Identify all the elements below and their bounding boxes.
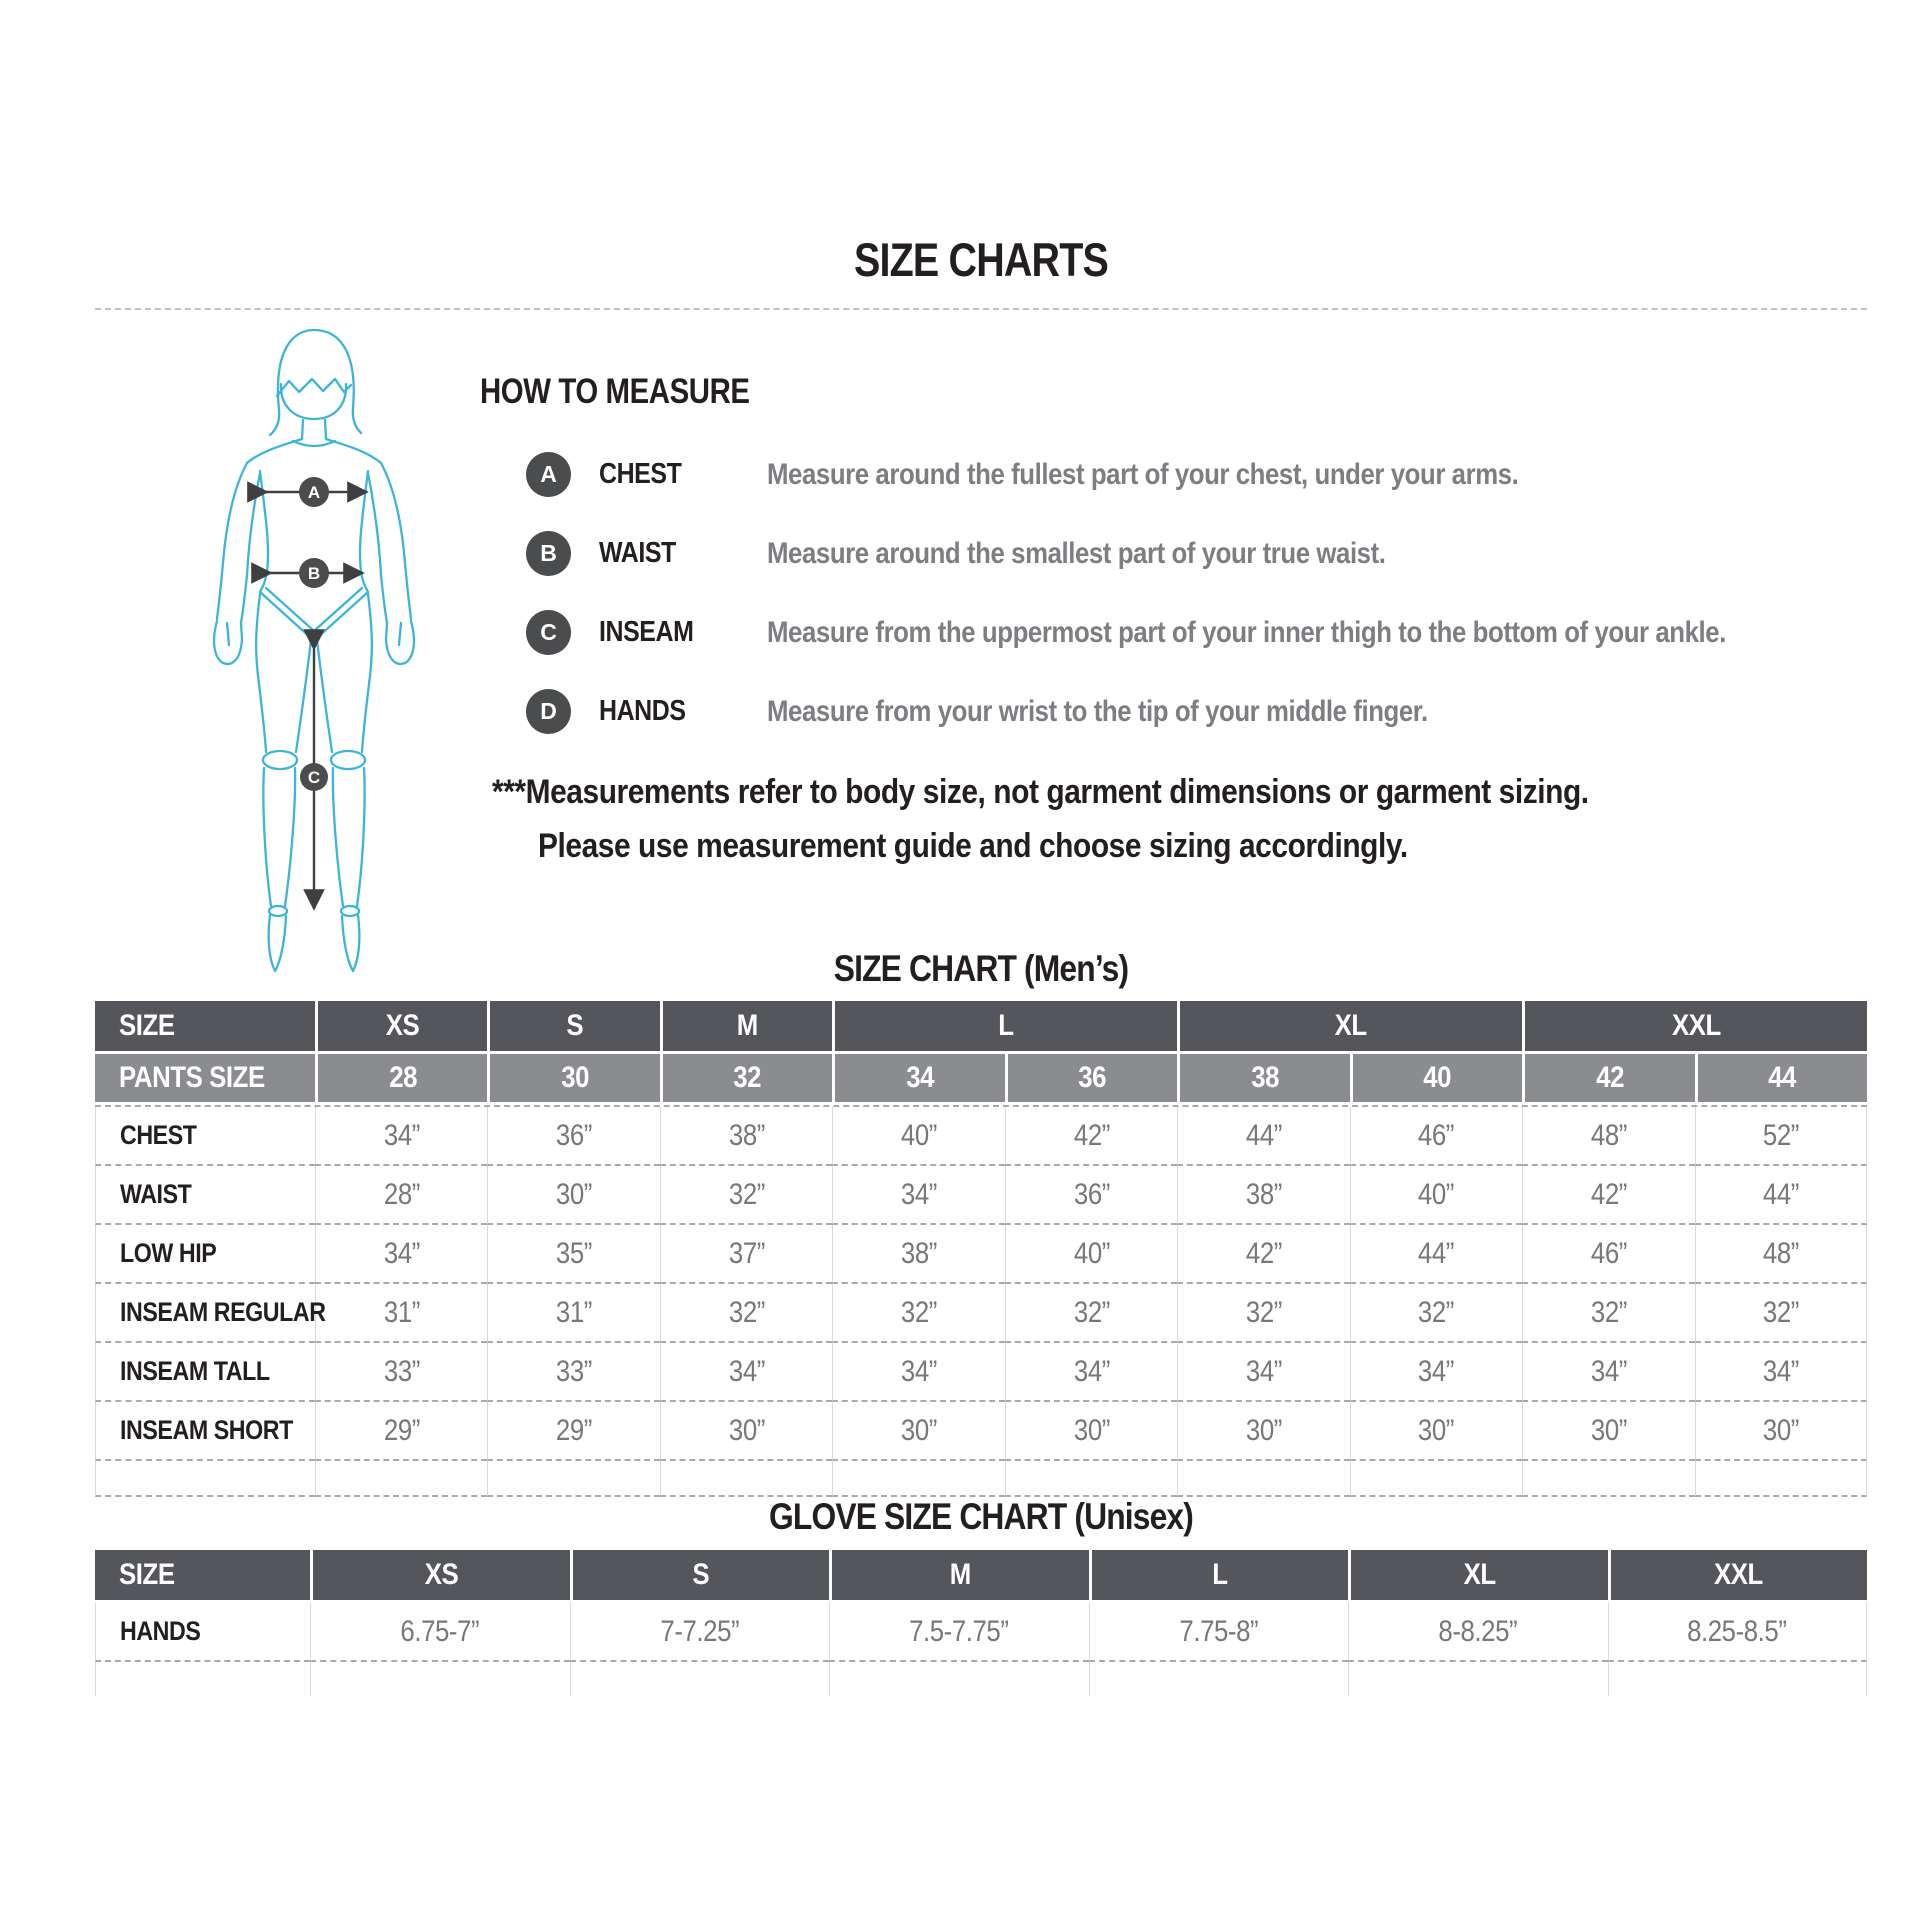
mens-value-cell-text: 32” [1590, 1295, 1627, 1329]
mens-value-cell-text: 44” [1245, 1118, 1282, 1152]
glove-size-header-label [95, 1550, 310, 1600]
mens-size-header-cell [1180, 1001, 1522, 1051]
glove-value-cell-text: 8.25-8.5” [1687, 1614, 1787, 1648]
mens-measurement-row [95, 1107, 1867, 1166]
page-title: SIZE CHARTS [854, 233, 1108, 286]
marker-a-letter: A [307, 483, 321, 502]
measure-description: Measure around the fullest part of your chest, under your arms. [767, 457, 1519, 491]
mens-value-cell-text: 40” [901, 1118, 938, 1152]
glove-size-header-cell-text: XS [424, 1558, 459, 1591]
mens-value-cell [832, 1343, 1004, 1402]
mens-value-cell [487, 1225, 659, 1284]
mens-row-label [95, 1284, 326, 1343]
mens-size-header-cell-text: XXL [1671, 1009, 1721, 1042]
mens-size-header-cell [1525, 1001, 1867, 1051]
mens-value-cell [1177, 1225, 1349, 1284]
mens-value-cell-text: 42” [1245, 1236, 1282, 1270]
mens-pants-size-cell-text: 40 [1423, 1061, 1452, 1094]
measurement-note [492, 766, 1738, 873]
mens-pants-size-cell-text: 34 [906, 1061, 934, 1094]
measure-key-circle: B [526, 531, 571, 576]
mens-value-cell [1350, 1402, 1522, 1461]
mens-value-cell-text: 36” [1073, 1177, 1110, 1211]
glove-size-header-cell [1351, 1550, 1608, 1600]
mens-row-label [95, 1166, 315, 1225]
mens-value-cell-text: 30” [556, 1177, 593, 1211]
mens-pants-size-cell [1698, 1054, 1867, 1102]
mens-value-cell-text: 30” [728, 1413, 765, 1447]
mens-pants-size-cell-text: 38 [1251, 1061, 1279, 1094]
glove-size-header-cell-text: XL [1463, 1558, 1496, 1591]
glove-size-header-cell [1092, 1550, 1349, 1600]
glove-size-header-label-text: SIZE [119, 1558, 175, 1591]
mens-empty-cell [832, 1461, 1004, 1497]
mens-measurement-row [95, 1284, 1867, 1343]
mens-pants-size-cell [663, 1054, 832, 1102]
mens-value-cell [315, 1402, 487, 1461]
mens-size-header-cell-text: M [737, 1009, 759, 1042]
mens-value-cell-text: 40” [1073, 1236, 1110, 1270]
mens-value-cell [660, 1402, 832, 1461]
mens-value-cell [315, 1107, 487, 1166]
glove-value-cell-text: 7-7.25” [660, 1614, 740, 1648]
glove-value-cell-text: 7.75-8” [1179, 1614, 1259, 1648]
mens-size-header-cell [663, 1001, 832, 1051]
body-figure [163, 322, 465, 984]
glove-empty-cell [1608, 1662, 1868, 1696]
mens-value-cell [487, 1166, 659, 1225]
mens-value-cell [1522, 1107, 1694, 1166]
measure-key-circle: D [526, 689, 571, 734]
glove-value-cell-text: 6.75-7” [400, 1614, 480, 1648]
measure-arrows [264, 492, 364, 906]
mens-row-label-text: INSEAM SHORT [120, 1415, 293, 1445]
mens-empty-cell [315, 1461, 487, 1497]
mens-pants-size-cell-text: 42 [1595, 1061, 1624, 1094]
mens-value-cell-text: 31” [556, 1295, 593, 1329]
mens-value-cell [1522, 1343, 1694, 1402]
glove-size-header-cell [1611, 1550, 1868, 1600]
mens-value-cell [832, 1284, 1004, 1343]
mens-value-cell [315, 1343, 487, 1402]
mens-value-cell [660, 1107, 832, 1166]
mens-value-cell [1522, 1166, 1694, 1225]
mens-value-cell [832, 1225, 1004, 1284]
note-line-2: Please use measurement guide and choose sizing accordingly. [538, 826, 1408, 865]
glove-value-cell [1089, 1603, 1349, 1662]
measure-label: CHEST [599, 458, 682, 490]
mens-value-cell-text: 38” [1245, 1177, 1282, 1211]
mens-value-cell [1177, 1402, 1349, 1461]
marker-b-letter: B [307, 564, 321, 583]
mens-value-cell-text: 35” [556, 1236, 593, 1270]
mens-value-cell [1005, 1166, 1177, 1225]
mens-size-header-cell [318, 1001, 487, 1051]
mens-value-cell-text: 42” [1590, 1177, 1627, 1211]
mens-size-header-label-text: SIZE [119, 1009, 175, 1042]
mens-value-cell [315, 1225, 487, 1284]
mens-value-cell-text: 30” [1762, 1413, 1799, 1447]
glove-empty-cell [95, 1662, 310, 1696]
mens-row-label [95, 1402, 315, 1461]
mens-value-cell [1695, 1107, 1867, 1166]
mens-value-cell-text: 33” [383, 1354, 420, 1388]
mens-measurement-row [95, 1166, 1867, 1225]
title-separator [95, 308, 1867, 310]
mens-pants-size-cell-text: 30 [561, 1061, 590, 1094]
mens-value-cell-text: 28” [383, 1177, 420, 1211]
mens-value-cell-text: 30” [901, 1413, 938, 1447]
mens-value-cell [487, 1107, 659, 1166]
measure-description: Measure from the uppermost part of your inner thigh to the bottom of your ankle. [767, 615, 1726, 649]
glove-row-label-text: HANDS [120, 1616, 201, 1646]
mens-empty-cell [95, 1461, 315, 1497]
mens-value-cell-text: 36” [556, 1118, 593, 1152]
mens-value-cell-text: 52” [1762, 1118, 1799, 1152]
how-to-measure-heading: HOW TO MEASURE [480, 372, 750, 411]
mens-row-label [95, 1225, 315, 1284]
mens-size-header-cell [490, 1001, 659, 1051]
glove-measurement-row [95, 1603, 1867, 1662]
mens-value-cell-text: 32” [1418, 1295, 1455, 1329]
glove-value-cell-text: 7.5-7.75” [909, 1614, 1009, 1648]
measure-label: WAIST [599, 537, 676, 569]
measure-key-circle: C [526, 610, 571, 655]
mens-value-cell-text: 30” [1073, 1413, 1110, 1447]
glove-table-body [95, 1603, 1867, 1696]
mens-value-cell-text: 34” [728, 1354, 765, 1388]
mens-value-cell [832, 1166, 1004, 1225]
mens-empty-cell [1522, 1461, 1694, 1497]
mens-value-cell [1695, 1343, 1867, 1402]
mens-value-cell [487, 1402, 659, 1461]
mens-table-body [95, 1105, 1867, 1497]
mens-row-label-text: INSEAM TALL [120, 1356, 270, 1386]
mens-value-cell-text: 46” [1418, 1118, 1455, 1152]
measure-description: Measure from your wrist to the tip of your middle finger. [767, 694, 1428, 728]
mens-empty-cell [487, 1461, 659, 1497]
glove-size-header-cell-text: S [692, 1558, 710, 1591]
mens-value-cell-text: 32” [901, 1295, 938, 1329]
mens-value-cell [660, 1225, 832, 1284]
mens-value-cell-text: 34” [383, 1236, 420, 1270]
mens-empty-cell [1177, 1461, 1349, 1497]
glove-value-cell [310, 1603, 570, 1662]
mens-value-cell-text: 32” [728, 1295, 765, 1329]
mens-value-cell [1005, 1284, 1177, 1343]
mens-value-cell-text: 46” [1590, 1236, 1627, 1270]
mens-value-cell-text: 30” [1418, 1413, 1455, 1447]
glove-size-header-cell [573, 1550, 830, 1600]
mens-value-cell-text: 32” [728, 1177, 765, 1211]
mens-value-cell [832, 1402, 1004, 1461]
mens-pants-header-label-text: PANTS SIZE [119, 1061, 265, 1094]
mens-value-cell-text: 48” [1590, 1118, 1627, 1152]
mens-value-cell [1695, 1225, 1867, 1284]
measure-item-chest [480, 452, 1870, 497]
how-to-measure-section [480, 372, 1870, 768]
mens-measurement-row [95, 1225, 1867, 1284]
mens-value-cell [315, 1166, 487, 1225]
glove-empty-cell [570, 1662, 830, 1696]
mens-size-header-row [95, 1001, 1867, 1051]
mens-value-cell [1177, 1166, 1349, 1225]
mens-value-cell-text: 34” [1590, 1354, 1627, 1388]
mens-value-cell-text: 33” [556, 1354, 593, 1388]
glove-empty-cell [1089, 1662, 1349, 1696]
mens-size-header-cell [835, 1001, 1177, 1051]
mens-empty-row [95, 1461, 1867, 1497]
mens-size-header-cell-text: S [566, 1009, 584, 1042]
mens-value-cell [1005, 1343, 1177, 1402]
glove-empty-cell [310, 1662, 570, 1696]
glove-row-label [95, 1603, 310, 1662]
glove-value-cell [1608, 1603, 1868, 1662]
measure-item-inseam [480, 610, 1870, 655]
mens-size-table [95, 1001, 1867, 1497]
mens-value-cell-text: 32” [1762, 1295, 1799, 1329]
mens-size-header-cell-text: XS [385, 1009, 420, 1042]
mens-empty-cell [1695, 1461, 1867, 1497]
glove-size-table [95, 1550, 1867, 1696]
mens-value-cell-text: 34” [1418, 1354, 1455, 1388]
mens-value-cell-text: 32” [1245, 1295, 1282, 1329]
mens-row-label-text: CHEST [120, 1120, 197, 1150]
glove-value-cell [1348, 1603, 1608, 1662]
measure-label: INSEAM [599, 616, 694, 648]
mens-row-label [95, 1343, 315, 1402]
mens-value-cell-text: 31” [383, 1295, 420, 1329]
mens-value-cell [1695, 1284, 1867, 1343]
glove-value-cell [829, 1603, 1089, 1662]
glove-value-cell-text: 8-8.25” [1438, 1614, 1518, 1648]
mens-value-cell [660, 1284, 832, 1343]
mens-pants-size-cell [1008, 1054, 1177, 1102]
mens-measurement-row [95, 1343, 1867, 1402]
mens-value-cell-text: 30” [1245, 1413, 1282, 1447]
mens-value-cell [315, 1284, 487, 1343]
mens-value-cell-text: 38” [901, 1236, 938, 1270]
mens-pants-size-cell [835, 1054, 1004, 1102]
mens-value-cell-text: 34” [1762, 1354, 1799, 1388]
mens-pants-header-label [95, 1054, 315, 1102]
mens-value-cell-text: 38” [728, 1118, 765, 1152]
mens-pants-size-cell-text: 44 [1768, 1061, 1797, 1094]
mens-value-cell [660, 1166, 832, 1225]
mens-value-cell-text: 48” [1762, 1236, 1799, 1270]
mens-value-cell [1350, 1107, 1522, 1166]
mens-row-label-text: INSEAM REGULAR [120, 1297, 326, 1327]
mens-value-cell [1522, 1402, 1694, 1461]
measure-list [480, 452, 1870, 734]
mens-size-header-cell-text: XL [1335, 1009, 1368, 1042]
mens-pants-size-cell [490, 1054, 659, 1102]
mens-value-cell [1522, 1225, 1694, 1284]
mens-value-cell [1177, 1107, 1349, 1166]
mens-value-cell [1350, 1284, 1522, 1343]
mens-value-cell [1695, 1166, 1867, 1225]
mens-value-cell [1177, 1343, 1349, 1402]
mens-value-cell-text: 34” [1245, 1354, 1282, 1388]
mens-value-cell [487, 1284, 659, 1343]
mens-value-cell [1005, 1107, 1177, 1166]
mens-measurement-row [95, 1402, 1867, 1461]
mens-row-label-text: WAIST [120, 1179, 192, 1209]
mens-value-cell [487, 1343, 659, 1402]
mens-pants-size-cell [1180, 1054, 1349, 1102]
mens-pants-size-cell [1353, 1054, 1522, 1102]
mens-value-cell-text: 29” [383, 1413, 420, 1447]
mens-empty-cell [1350, 1461, 1522, 1497]
mens-size-header-label [95, 1001, 315, 1051]
mens-value-cell [1177, 1284, 1349, 1343]
mens-value-cell [1350, 1343, 1522, 1402]
mens-value-cell [832, 1107, 1004, 1166]
glove-size-header-cell [832, 1550, 1089, 1600]
mens-value-cell [1350, 1225, 1522, 1284]
mens-pants-size-cell [318, 1054, 487, 1102]
mens-value-cell-text: 34” [1073, 1354, 1110, 1388]
mens-pants-header-row [95, 1054, 1867, 1102]
mens-size-header-cell-text: L [998, 1009, 1014, 1042]
mens-value-cell [1522, 1284, 1694, 1343]
mens-value-cell [1005, 1225, 1177, 1284]
glove-size-header-cell-text: M [949, 1558, 971, 1591]
mens-value-cell-text: 44” [1418, 1236, 1455, 1270]
mens-value-cell [1695, 1402, 1867, 1461]
mens-value-cell-text: 29” [556, 1413, 593, 1447]
note-line-1: ***Measurements refer to body size, not garment dimensions or garment sizing. [492, 773, 1589, 811]
measure-item-hands [480, 689, 1870, 734]
mens-pants-size-cell-text: 32 [733, 1061, 762, 1094]
measure-item-waist [480, 531, 1870, 576]
measure-key-circle: A [526, 452, 571, 497]
mens-value-cell-text: 37” [728, 1236, 765, 1270]
glove-empty-cell [829, 1662, 1089, 1696]
mens-pants-size-cell-text: 36 [1078, 1061, 1107, 1094]
mens-value-cell-text: 32” [1073, 1295, 1110, 1329]
mens-value-cell-text: 44” [1762, 1177, 1799, 1211]
glove-empty-row [95, 1662, 1867, 1696]
mens-empty-cell [1005, 1461, 1177, 1497]
measure-label: HANDS [599, 695, 686, 727]
glove-size-header-cell [313, 1550, 570, 1600]
mens-value-cell-text: 30” [1590, 1413, 1627, 1447]
mens-value-cell-text: 42” [1073, 1118, 1110, 1152]
mens-empty-cell [660, 1461, 832, 1497]
glove-size-header-row [95, 1550, 1867, 1600]
glove-size-header-cell-text: XXL [1714, 1558, 1764, 1591]
mens-pants-size-cell-text: 28 [388, 1061, 417, 1094]
mens-value-cell-text: 34” [901, 1354, 938, 1388]
mens-value-cell [1350, 1166, 1522, 1225]
mens-pants-size-cell [1525, 1054, 1694, 1102]
mens-value-cell [1005, 1402, 1177, 1461]
mens-row-label [95, 1107, 315, 1166]
mens-value-cell [660, 1343, 832, 1402]
glove-chart-title: GLOVE SIZE CHART (Unisex) [768, 1496, 1194, 1537]
mens-value-cell-text: 40” [1418, 1177, 1455, 1211]
mens-chart-title: SIZE CHART (Men’s) [833, 948, 1129, 989]
marker-c-letter: C [307, 768, 321, 787]
mens-value-cell-text: 34” [383, 1118, 420, 1152]
glove-empty-cell [1348, 1662, 1608, 1696]
glove-size-header-cell-text: L [1212, 1558, 1228, 1591]
mens-row-label-text: LOW HIP [120, 1238, 217, 1268]
glove-value-cell [570, 1603, 830, 1662]
mens-value-cell-text: 34” [901, 1177, 938, 1211]
measure-description: Measure around the smallest part of your true waist. [767, 536, 1386, 570]
